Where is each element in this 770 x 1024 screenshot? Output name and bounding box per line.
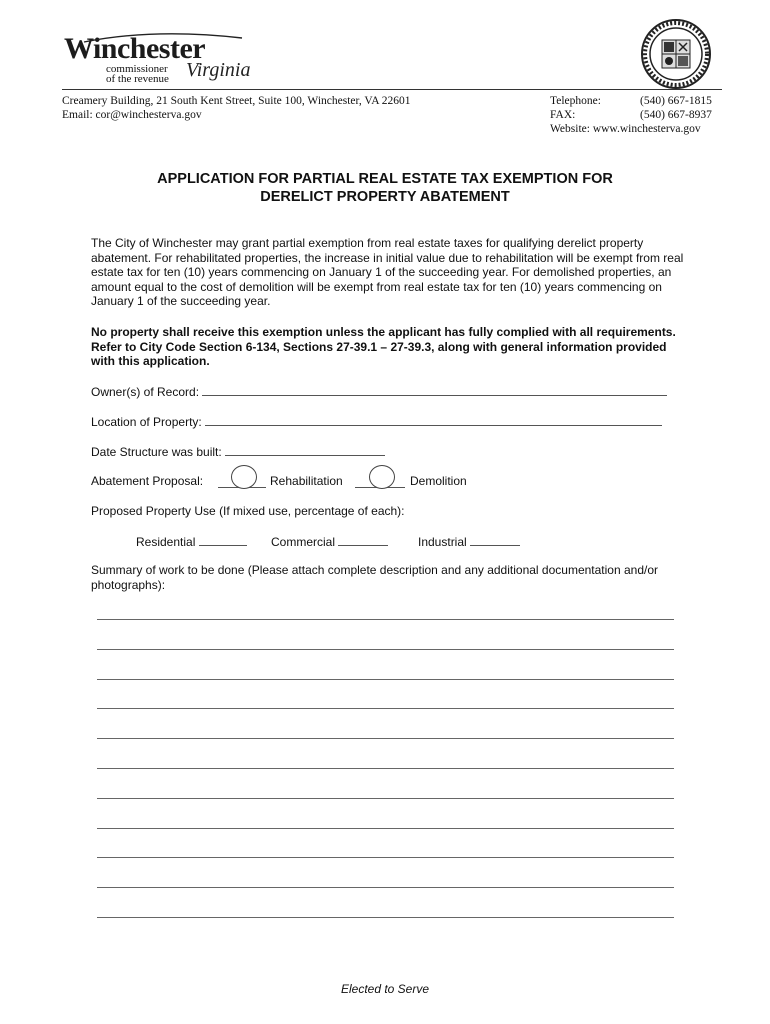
- logo-subtitle-1: commissioner: [106, 63, 168, 75]
- summary-write-line[interactable]: [97, 649, 674, 650]
- demolition-label: Demolition: [410, 474, 467, 488]
- office-address: Creamery Building, 21 South Kent Street, Suite 100, Winchester, VA 22601: [62, 95, 411, 107]
- summary-write-line[interactable]: [97, 738, 674, 739]
- footer-slogan: Elected to Serve: [340, 982, 430, 996]
- requirements-notice: No property shall receive this exemption unless the applicant has fully complied with all requirements. Refer to City Code Section 6-134, Sections 27-39.1 – 27-39.3, along with general information provided with this application.: [91, 325, 676, 368]
- office-email: Email: cor@winchesterva.gov: [62, 109, 202, 121]
- date-built-input-line[interactable]: [225, 444, 385, 456]
- form-title-line-2: DERELICT PROPERTY ABATEMENT: [260, 189, 510, 205]
- residential-field: [136, 534, 247, 549]
- rehabilitation-radio[interactable]: [231, 465, 257, 489]
- summary-write-line[interactable]: [97, 768, 674, 769]
- date-built-label: Date Structure was built:: [91, 445, 222, 459]
- industrial-input-line[interactable]: [470, 534, 520, 546]
- location-field-row: [91, 414, 662, 429]
- summary-write-line[interactable]: [97, 857, 674, 858]
- website-line: Website: www.winchesterva.gov: [550, 123, 701, 135]
- fax-label: FAX:: [550, 109, 576, 121]
- abatement-proposal-label: Abatement Proposal:: [91, 474, 204, 488]
- residential-label: Residential: [136, 535, 196, 549]
- summary-write-line[interactable]: [97, 887, 674, 888]
- logo-swoosh: [64, 30, 244, 46]
- summary-write-line[interactable]: [97, 917, 674, 918]
- industrial-label: Industrial: [418, 535, 467, 549]
- logo-wordmark: Winchester: [64, 32, 206, 65]
- date-built-field-row: [91, 444, 385, 459]
- header-divider: [62, 89, 722, 90]
- telephone-label: Telephone:: [550, 95, 601, 107]
- commercial-label: Commercial: [271, 535, 336, 549]
- summary-write-line[interactable]: [97, 619, 674, 620]
- location-input-line[interactable]: [205, 414, 662, 426]
- logo-subtitle-2: of the revenue: [106, 73, 169, 85]
- work-summary-label: Summary of work to be done (Please attach complete description and any additional documentation and/or photographs):: [91, 563, 658, 592]
- property-use-label: Proposed Property Use (If mixed use, percentage of each):: [91, 504, 405, 518]
- residential-input-line[interactable]: [199, 534, 247, 546]
- owner-input-line[interactable]: [202, 384, 667, 396]
- summary-write-line[interactable]: [97, 828, 674, 829]
- form-title-line-1: APPLICATION FOR PARTIAL REAL ESTATE TAX EXEMPTION FOR: [157, 171, 613, 187]
- city-seal-icon: [640, 18, 712, 90]
- rehabilitation-label: Rehabilitation: [270, 474, 343, 488]
- fax-number: (540) 667-8937: [640, 109, 712, 121]
- summary-write-line[interactable]: [97, 708, 674, 709]
- summary-write-line[interactable]: [97, 679, 674, 680]
- owner-label: Owner(s) of Record:: [91, 385, 200, 399]
- demolition-radio[interactable]: [369, 465, 395, 489]
- summary-write-line[interactable]: [97, 798, 674, 799]
- commercial-field: [271, 534, 388, 549]
- owner-field-row: [91, 384, 667, 399]
- telephone-number: (540) 667-1815: [640, 95, 712, 107]
- logo-state-script: Virginia: [186, 59, 251, 81]
- intro-paragraph: The City of Winchester may grant partial exemption from real estate taxes for qualifying derelict property abatement. For rehabilitated properties, the increase in initial value due to rehabilitation will be exempt from real estate tax for ten (10) years commencing on January 1 of the succeeding year. For demolished properties, an amount equal to the cost of demolition will be exempt from real estate tax for ten (10) years commencing on January 1 of the succeeding year.: [91, 236, 684, 308]
- location-label: Location of Property:: [91, 415, 202, 429]
- industrial-field: [418, 534, 520, 549]
- commercial-input-line[interactable]: [338, 534, 388, 546]
